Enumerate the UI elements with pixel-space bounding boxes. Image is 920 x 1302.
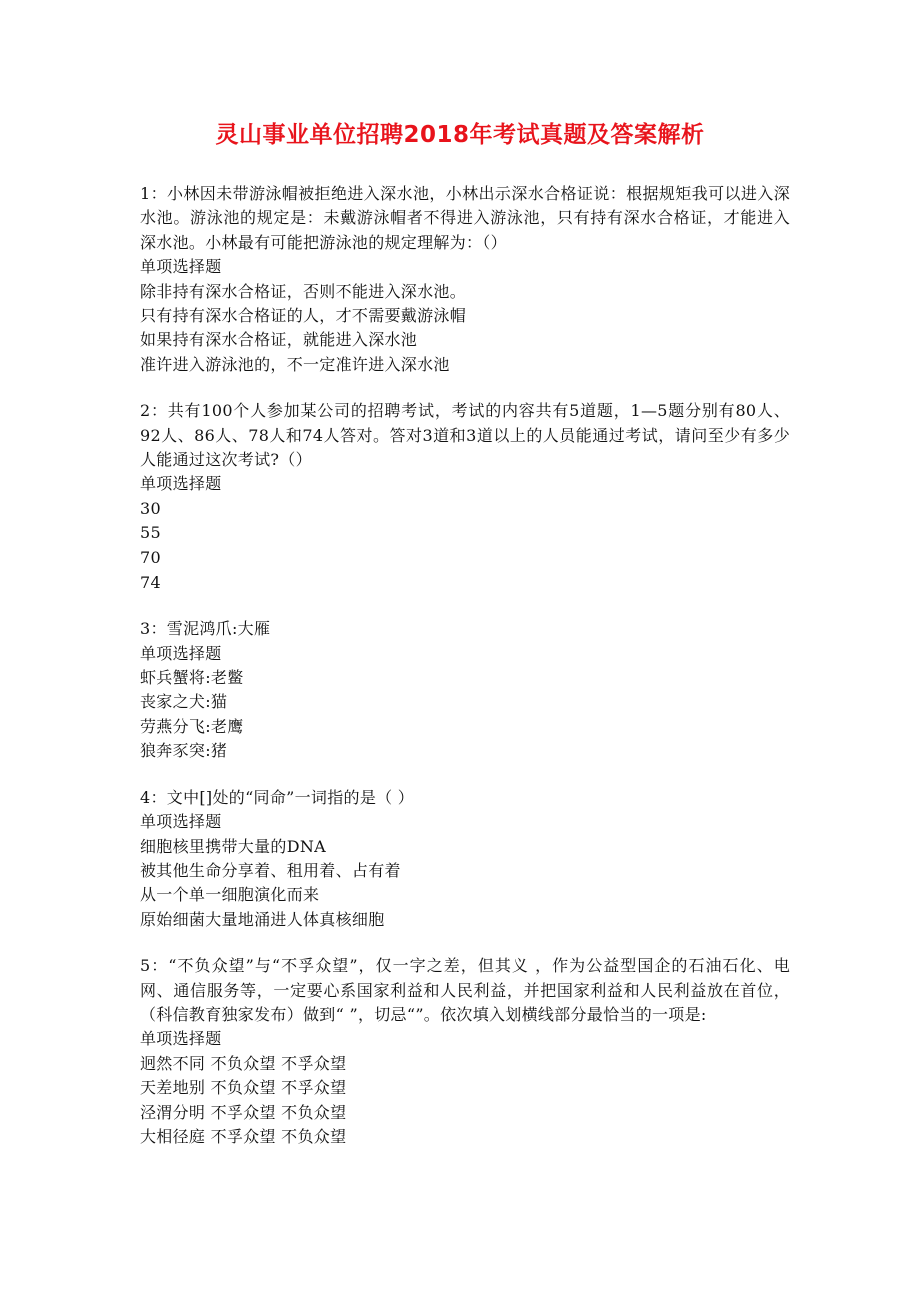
option-b: 丧家之犬:猫 [140,692,228,712]
question-type: 单项选择题 [140,257,222,277]
option-c: 泾渭分明 不孚众望 不负众望 [140,1102,347,1122]
option-list [140,835,790,933]
document-title: 灵山事业单位招聘2018年考试真题及答案解析 [215,122,705,148]
option-d: 准许进入游泳池的，不一定准许进入深水池 [140,354,450,374]
option-b: 55 [140,523,161,543]
question-type: 单项选择题 [140,812,222,832]
option-d: 原始细菌大量地涌进人体真核细胞 [140,909,385,929]
option-a: 除非持有深水合格证，否则不能进入深水池。 [140,281,467,301]
question-3 [140,617,790,763]
question-type: 单项选择题 [140,474,222,494]
option-c: 如果持有深水合格证，就能进入深水池 [140,330,418,350]
option-list [140,280,790,378]
option-a: 细胞核里携带大量的DNA [140,836,326,856]
question-5 [140,954,790,1149]
option-b: 只有持有深水合格证的人，才不需要戴游泳帽 [140,306,467,326]
question-text: 4：文中[]处的“同命”一词指的是（ ） [140,787,415,807]
option-d: 74 [140,572,161,592]
question-1 [140,182,790,377]
question-4 [140,786,790,932]
question-list [140,182,790,1171]
question-text: 3：雪泥鸿爪:大雁 [140,619,271,639]
option-a: 虾兵蟹将:老鳖 [140,668,244,688]
option-c: 劳燕分飞:老鹰 [140,716,244,736]
question-text: 2：共有100个人参加某公司的招聘考试，考试的内容共有5道题，1—5题分别有80人、92人、86人、78人和74人答对。答对3道和3道以上的人员能通过考试，请问至少有多少人能通过这次考试?（） [140,401,790,470]
option-list [140,666,790,764]
option-d: 狼奔豕突:猪 [140,741,228,761]
option-c: 从一个单一细胞演化而来 [140,885,320,905]
question-text: 1：小林因未带游泳帽被拒绝进入深水池，小林出示深水合格证说：根据规矩我可以进入深水池。游泳池的规定是：未戴游泳帽者不得进入游泳池，只有持有深水合格证，才能进入深水池。小林最有可能把游泳池的规定理解为：（） [140,184,790,252]
option-b: 天差地别 不负众望 不孚众望 [140,1078,347,1098]
option-list [140,497,790,595]
option-c: 70 [140,548,161,568]
option-list [140,1052,790,1150]
question-type: 单项选择题 [140,643,222,663]
option-d: 大相径庭 不孚众望 不负众望 [140,1126,347,1146]
question-text: 5：“不负众望”与“不孚众望”，仅一字之差，但其义 ，作为公益型国企的石油石化、电网、通信服务等，一定要心系国家利益和人民利益，并把国家利益和人民利益放在首位，（科信教育独家发布）做到“ ”，切忌“”。依次填入划横线部分最恰当的一项是: [140,956,790,1024]
option-a: 30 [140,498,161,518]
option-a: 迥然不同 不负众望 不孚众望 [140,1053,347,1073]
question-type: 单项选择题 [140,1029,222,1049]
question-2 [140,399,790,595]
option-b: 被其他生命分享着、租用着、占有着 [140,860,401,880]
